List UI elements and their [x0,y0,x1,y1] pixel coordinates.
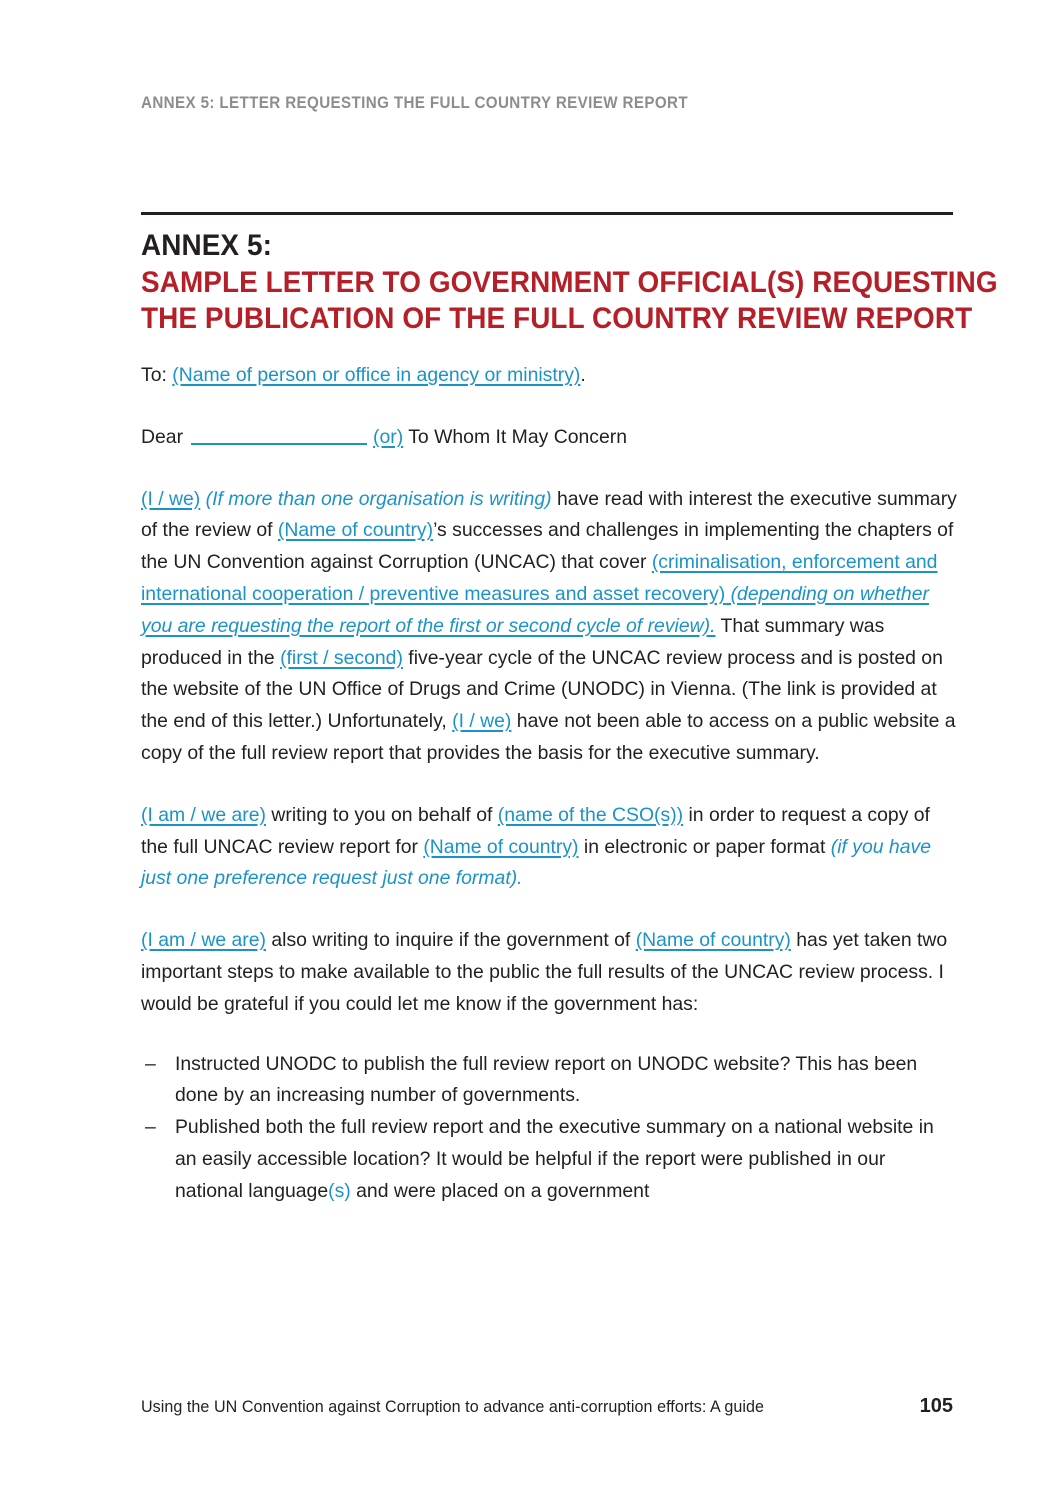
question-list [141,1049,957,1208]
fill-name-of-country-3[interactable]: (Name of country) [635,929,791,952]
paragraph-1 [141,484,957,770]
to-label: To: [141,364,167,386]
fill-i-we-2[interactable]: (I / we) [452,710,512,733]
list-item [145,1112,957,1207]
title-line-2: THE PUBLICATION OF THE FULL COUNTRY REVIEW REPORT [141,302,973,336]
dear-alternate-text: To Whom It May Concern [408,425,627,448]
page-number: 105 [919,1395,953,1417]
p2-text-a: writing to you on behalf of [266,803,498,826]
list-item-text-after: and were placed on a government [350,1179,650,1202]
dear-blank-field[interactable] [191,426,367,445]
dear-label: Dear [141,425,184,448]
to-fill-field[interactable]: (Name of person or office in agency or ministry) [172,364,581,386]
p1-text-c: That summary was produced in the [141,614,885,669]
page-title [141,228,998,338]
dash-bullet-icon: – [145,1116,156,1139]
p2-text-c: in electronic or paper format [578,835,831,858]
fill-chapters-covered[interactable]: (criminalisation, enforcement and international cooperation / preventive measures and asset recovery) [141,551,938,605]
addressee-line [141,360,957,392]
fill-name-of-cso[interactable]: (name of the CSO(s)) [497,803,684,826]
title-line-annex: ANNEX 5: [141,229,272,262]
letter-body [141,360,957,1208]
fill-plural-s: (s) [328,1179,351,1202]
fill-i-am-we-are-2[interactable]: (I am / we are) [141,929,266,952]
paragraph-2 [141,800,957,895]
fill-name-of-country-2[interactable]: (Name of country) [423,835,579,858]
paragraph-3 [141,925,957,1020]
dash-bullet-icon: – [145,1052,156,1075]
running-head: ANNEX 5: LETTER REQUESTING THE FULL COUNTRY REVIEW REPORT [141,94,688,112]
note-more-than-one-org: (If more than one organisation is writing) [205,487,552,510]
list-item-text: Instructed UNODC to publish the full review report on UNODC website? This has been done by an increasing number of governments. [175,1052,918,1107]
p1-text-d: five-year cycle of the UNCAC review process and is posted on the website of the UN Office of Drugs and Crime (UNODC) in Vienna. (The link is provided at the end of this letter.) Unfortunately, [141,646,943,733]
p1-text-e: have not been able to access on a public website a copy of the full review report that provides the basis for the executive summary. [141,710,956,764]
salutation-line [141,422,957,454]
p2-text-b: in order to request a copy of the full UNCAC review report for [141,803,930,858]
p3-text-a: also writing to inquire if the government of [266,929,636,952]
page-footer [141,1395,953,1418]
horizontal-rule [141,212,953,215]
title-line-1: SAMPLE LETTER TO GOVERNMENT OFFICIAL(S) REQUESTING [141,265,998,299]
p1-text-b: ’s successes and challenges in implementing the chapters of the UN Convention against Corruption (UNCAC) that cover [141,519,954,574]
fill-i-we-1[interactable]: (I / we) [141,487,201,510]
dear-or-option[interactable]: (or) [373,425,404,448]
p1-text-a: have read with interest the executive summary of the review of [141,487,957,542]
footer-title: Using the UN Convention against Corruption to advance anti-corruption efforts: A guide [141,1397,765,1416]
fill-name-of-country-1[interactable]: (Name of country) [277,519,434,542]
note-depending-on-cycle: (depending on whether you are requesting the report of the first or second cycle of review). [141,582,929,637]
list-item-text-before: Published both the full review report and the executive summary on a national website in an easily accessible location? It would be helpful if the report were published in our national language [175,1116,934,1202]
list-item [145,1049,957,1113]
fill-i-am-we-are-1[interactable]: (I am / we are) [141,803,266,826]
p3-text-b: has yet taken two important steps to make available to the public the full results of the UNCAC review process. I would be grateful if you could let me know if the government has: [141,929,948,1015]
fill-first-second[interactable]: (first / second) [280,646,403,669]
note-one-format: (if you have just one preference request just one format). [141,835,931,890]
to-period: . [580,364,586,386]
